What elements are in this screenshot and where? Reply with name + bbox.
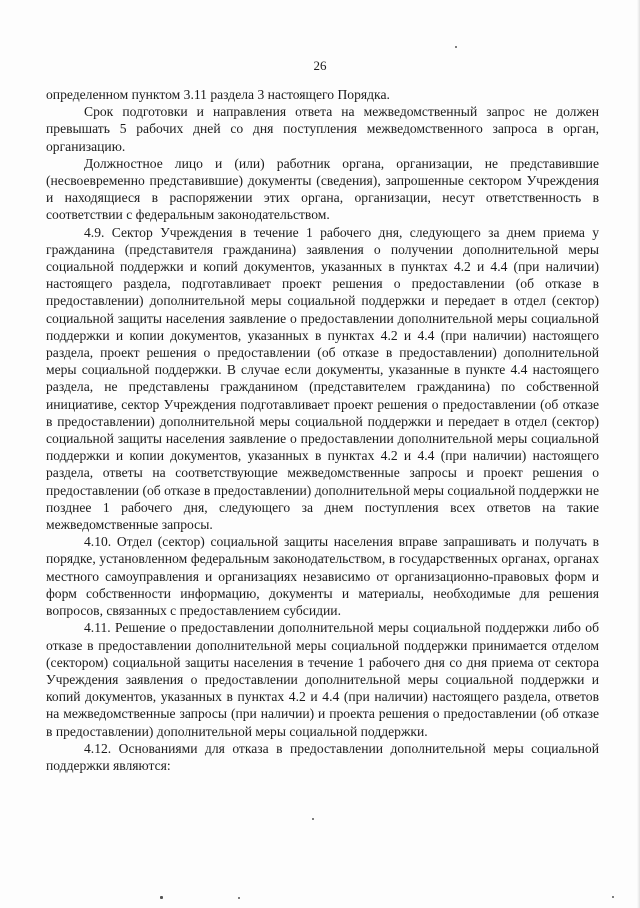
scan-speck (160, 896, 163, 899)
paragraph-4-10: 4.10. Отдел (сектор) социальной защиты населения вправе запрашивать и получать в порядке, установленном федеральным законодательством, в государственных органах, органах местного самоуправления и организациях независимо от организационно-правовых форм и форм собственности информацию, документы и материалы, необходимые для решения вопросов, связанных с предоставлением субсидии. (46, 534, 599, 619)
paragraph-4-9: 4.9. Сектор Учреждения в течение 1 рабочего дня, следующего за днем приема у гражданина (представителя гражданина) заявления о получении дополнительной меры социальной поддержки и копий документов, указанных в пунктах 4.2 и 4.4 (при наличии) настоящего раздела, подготавливает проект решения о предоставлении (об отказе в предоставлении) дополнительной меры социальной поддержки и передает в отдел (сектор) социальной защиты населения заявление о предоставлении дополнительной меры социальной поддержки и копии документов, указанных в пунктах 4.2 и 4.4 (при наличии) настоящего раздела, проект решения о предоставлении (об отказе в предоставлении) дополнительной меры социальной поддержки. В случае если документы, указанные в пункте 4.4 настоящего раздела, не представлены гражданином (представителем гражданина) по собственной инициативе, сектор Учреждения подготавливает проект решения о предоставлении (об отказе в предоставлении) дополнительной меры социальной поддержки и передает в отдел (сектор) социальной защиты населения заявление о предоставлении дополнительной меры социальной поддержки и копии документов, указанных в пунктах 4.2 и 4.4 (при наличии) настоящего раздела, ответы на соответствующие межведомственные запросы и проект решения о предоставлении (об отказе в предоставлении) дополнительной меры социальной поддержки не позднее 1 рабочего дня, следующего за днем поступления всех ответов на такие межведомственные запросы. (46, 224, 599, 533)
scan-speck (455, 46, 457, 48)
document-body (46, 86, 599, 774)
paragraph-4-11: 4.11. Решение о предоставлении дополнительной меры социальной поддержки либо об отказе в предоставлении дополнительной меры социальной поддержки принимается отделом (сектором) социальной защиты населения в течение 1 рабочего дня со дня приема от сектора Учреждения заявления о предоставлении дополнительной меры социальной поддержки и копий документов, указанных в пунктах 4.2 и 4.4 (при наличии) настоящего раздела, ответов на межведомственные запросы (при наличии) и проекта решения о предоставлении (об отказе в предоставлении) дополнительной меры социальной поддержки. (46, 620, 599, 739)
paragraph-continuation: определенном пунктом 3.11 раздела 3 настоящего Порядка. (46, 87, 390, 102)
page-number: 26 (313, 58, 327, 73)
paragraph-response-deadline: Срок подготовки и направления ответа на межведомственный запрос не должен превышать 5 рабочих дней со дня поступления межведомственного запроса в орган, организацию. (46, 104, 599, 154)
scan-speck (238, 897, 240, 899)
paragraph-responsibility: Должностное лицо и (или) работник органа, организации, не представившие (несвоевременно представившие) документы (сведения), запрошенные сектором Учреждения и находящиеся в распоряжении этих органа, организации, несут ответственность в соответствии с федеральным законодательством. (46, 155, 599, 223)
scan-speck (312, 818, 314, 820)
paragraph-4-12: 4.12. Основаниями для отказа в предоставлении дополнительной меры социальной поддержки являются: (46, 740, 599, 773)
scan-speck (612, 896, 614, 898)
